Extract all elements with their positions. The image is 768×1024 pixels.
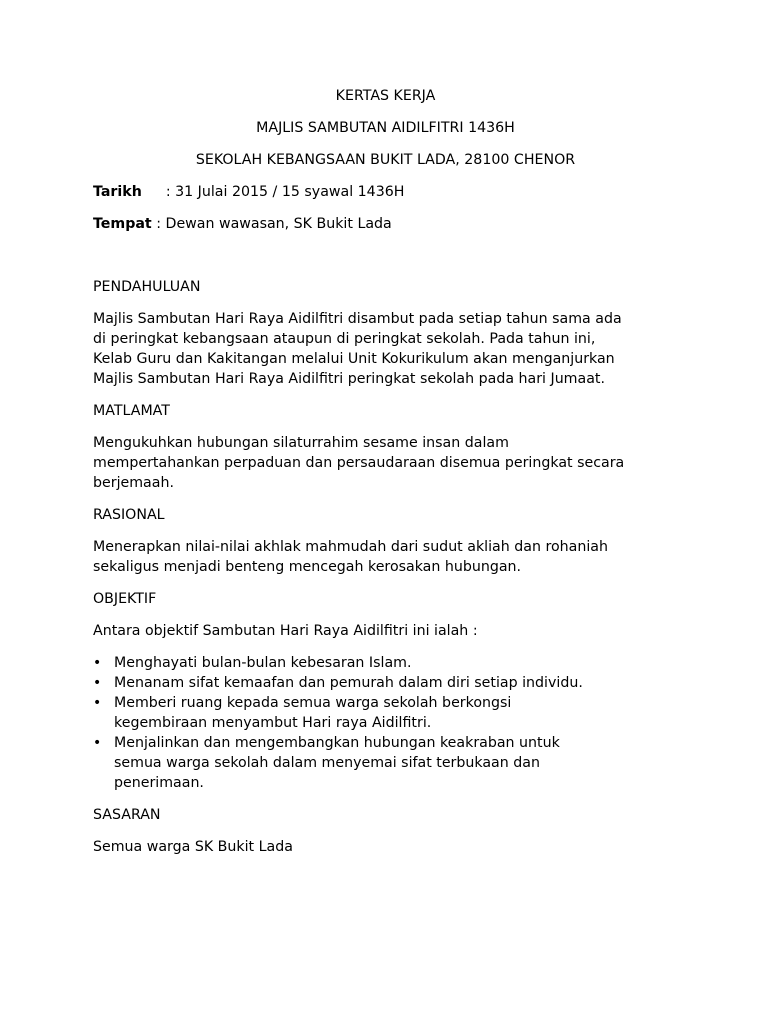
date-line — [93, 182, 693, 202]
paragraph-matlamat — [93, 433, 693, 493]
paragraph-line: berjemaah. — [93, 475, 174, 491]
heading-rasional: RASIONAL — [93, 507, 165, 523]
paragraph-line: mempertahankan perpaduan dan persaudaraan disemua peringkat secara — [93, 455, 625, 471]
list-item — [93, 653, 693, 673]
list-item-text: penerimaan. — [114, 775, 204, 791]
place-line — [93, 214, 693, 234]
document-content — [93, 86, 693, 869]
paragraph-objektif-intro — [93, 621, 693, 641]
list-item-text: Menghayati bulan-bulan kebesaran Islam. — [114, 655, 412, 671]
heading-pendahuluan: PENDAHULUAN — [93, 279, 201, 295]
paragraph-line: Semua warga SK Bukit Lada — [93, 839, 293, 855]
list-item-text: semua warga sekolah dalam menyemai sifat terbukaan dan — [114, 755, 540, 771]
list-item-text: kegembiraan menyambut Hari raya Aidilfitri. — [114, 715, 432, 731]
objektif-list — [93, 653, 693, 793]
date-value: : 31 Julai 2015 / 15 syawal 1436H — [165, 184, 405, 200]
paragraph-sasaran — [93, 837, 693, 857]
paragraph-line: Menerapkan nilai-nilai akhlak mahmudah dari sudut akliah dan rohaniah — [93, 539, 608, 555]
bullet-icon: • — [93, 735, 102, 751]
place-label: Tempat — [93, 216, 152, 232]
list-item — [93, 733, 693, 793]
list-item-text: Memberi ruang kepada semua warga sekolah berkongsi — [114, 695, 512, 711]
bullet-icon: • — [93, 655, 102, 671]
paragraph-line: Mengukuhkan hubungan silaturrahim sesame insan dalam — [93, 435, 509, 451]
bullet-icon: • — [93, 675, 102, 691]
heading-sasaran: SASARAN — [93, 807, 161, 823]
paragraph-rasional — [93, 537, 693, 577]
paragraph-line: Kelab Guru dan Kakitangan melalui Unit Kokurikulum akan menganjurkan — [93, 351, 615, 367]
place-value: : Dewan wawasan, SK Bukit Lada — [151, 216, 392, 232]
paragraph-line: Antara objektif Sambutan Hari Raya Aidilfitri ini ialah : — [93, 623, 478, 639]
school-title: SEKOLAH KEBANGSAAN BUKIT LADA, 28100 CHENOR — [195, 152, 576, 168]
list-item — [93, 693, 693, 733]
doc-title: KERTAS KERJA — [335, 88, 436, 104]
paragraph-line: Majlis Sambutan Hari Raya Aidilfitri peringkat sekolah pada hari Jumaat. — [93, 371, 605, 387]
list-item-text: Menanam sifat kemaafan dan pemurah dalam diri setiap individu. — [114, 675, 583, 691]
event-title: MAJLIS SAMBUTAN AIDILFITRI 1436H — [256, 120, 515, 136]
paragraph-line: sekaligus menjadi benteng mencegah kerosakan hubungan. — [93, 559, 522, 575]
bullet-icon: • — [93, 695, 102, 711]
paragraph-pendahuluan — [93, 309, 693, 389]
list-item-text: Menjalinkan dan mengembangkan hubungan keakraban untuk — [114, 735, 560, 751]
heading-objektif: OBJEKTIF — [93, 591, 157, 607]
heading-matlamat: MATLAMAT — [93, 403, 170, 419]
paragraph-line: di peringkat kebangsaan ataupun di peringkat sekolah. Pada tahun ini, — [93, 331, 596, 347]
paragraph-line: Majlis Sambutan Hari Raya Aidilfitri disambut pada setiap tahun sama ada — [93, 311, 622, 327]
date-label: Tarikh — [93, 184, 142, 200]
list-item — [93, 673, 693, 693]
